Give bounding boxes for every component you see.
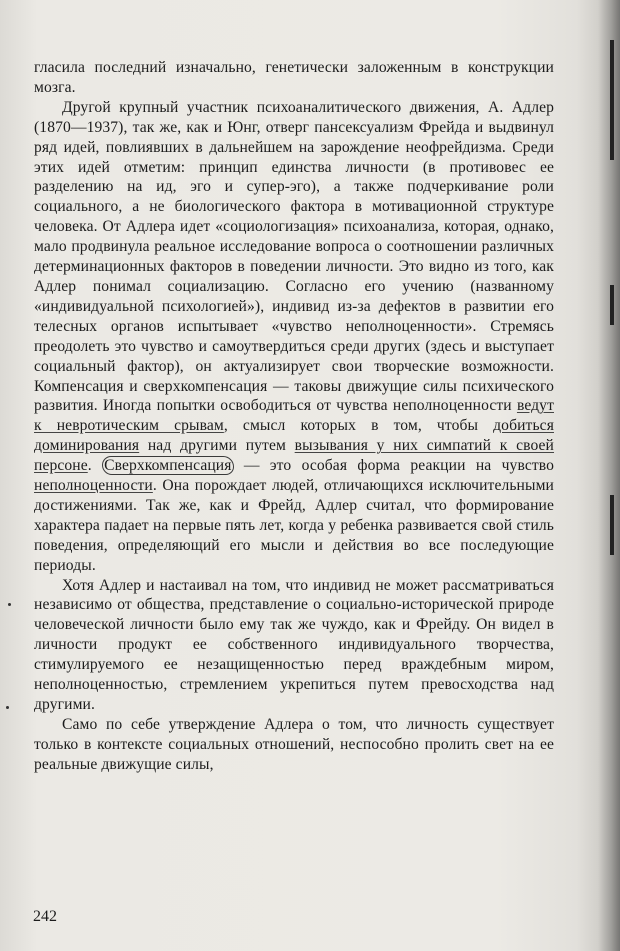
text-run: гласила последний изначально, генетически заложенным в конструкции мозга.: [34, 59, 554, 96]
edge-mark: [610, 40, 614, 160]
handwritten-underline: добиться доминирования: [34, 417, 554, 455]
text-run: — это особая форма реакции на чувство: [233, 457, 555, 475]
edge-mark: [610, 285, 614, 325]
paragraph: [34, 98, 554, 576]
text-run: . Она порождает людей, отличающихся исключительными достижениями. Так же, как и Фрейд, Адлер считал, что формирование характера падает на первые пять лет, когда у ребенка развивается свой стиль поведения, определяющий его мысли и действия во все последующие периоды.: [34, 477, 554, 574]
paragraph: [34, 576, 554, 715]
handwritten-circled-term: Сверхкомпенсация: [104, 457, 232, 475]
edge-mark: [610, 495, 614, 555]
margin-dot: [6, 706, 9, 709]
text-run: Само по себе утверждение Адлера о том, что личность существует только в контексте социальных отношений, неспособно пролить свет на ее реальные движущие силы,: [34, 715, 554, 773]
body-text: [34, 58, 554, 775]
margin-dot: [8, 603, 11, 606]
page-number: 242: [33, 908, 57, 925]
text-run: , смысл которых в том, чтобы: [223, 417, 494, 435]
paragraph: [34, 58, 554, 98]
text-run: над другими путем: [139, 437, 295, 455]
paragraph: [34, 715, 554, 775]
text-run: Хотя Адлер и настаивал на том, что индивид не может рассматриваться независимо от общества, представление о социально-исторической природе человеческой личности было ему так же чуждо, как и Фрейду. Он видел в личности продукт ее собственного индивидуального творчества, стимулируемого ее незащищенностью перед враждебным миром, неполноценностью, стремлением укрепиться путем превосходства над другими.: [34, 576, 554, 713]
text-run: Другой крупный участник психоаналитического движения, А. Адлер (1870—1937), так же, как и Юнг, отверг пансексуализм Фрейда и выдвинул ряд идей, повлиявших в дальнейшем на зарождение неофрейдизма. Среди этих идей отметим: принцип единства личности (в противовес ее разделению на ид, эго и супер-эго), а также подчеркивание роли социального, а не биологического фактора в мотивационной структуре человека. От Адлера идет «социологизация» психоанализа, которая, однако, мало продвинула реальное исследование вопроса о соотношении различных детерминационных факторов в поведении личности. Это видно из того, как Адлер понимал социализацию. Согласно его учению (названному «индивидуальной психологией»), индивид из-за дефектов в развитии его телесных органов испытывает «чувство неполноценности». Стремясь преодолеть это чувство и самоутвердиться среди других (здесь и выступает социальный фактор), он актуализирует свои творческие возможности. Компенсация и сверхкомпенсация — таковы движущие силы психического развития. Иногда попытки освободиться от чувства неполноценности: [34, 98, 554, 415]
handwritten-underline: неполноценности: [34, 477, 153, 495]
text-run: .: [87, 457, 103, 475]
binding-shadow: [598, 0, 620, 951]
handwritten-underline: вызывания у них симпатий к своей персоне: [34, 437, 555, 475]
handwritten-underline: ведут к невротическим срывам: [34, 397, 554, 435]
